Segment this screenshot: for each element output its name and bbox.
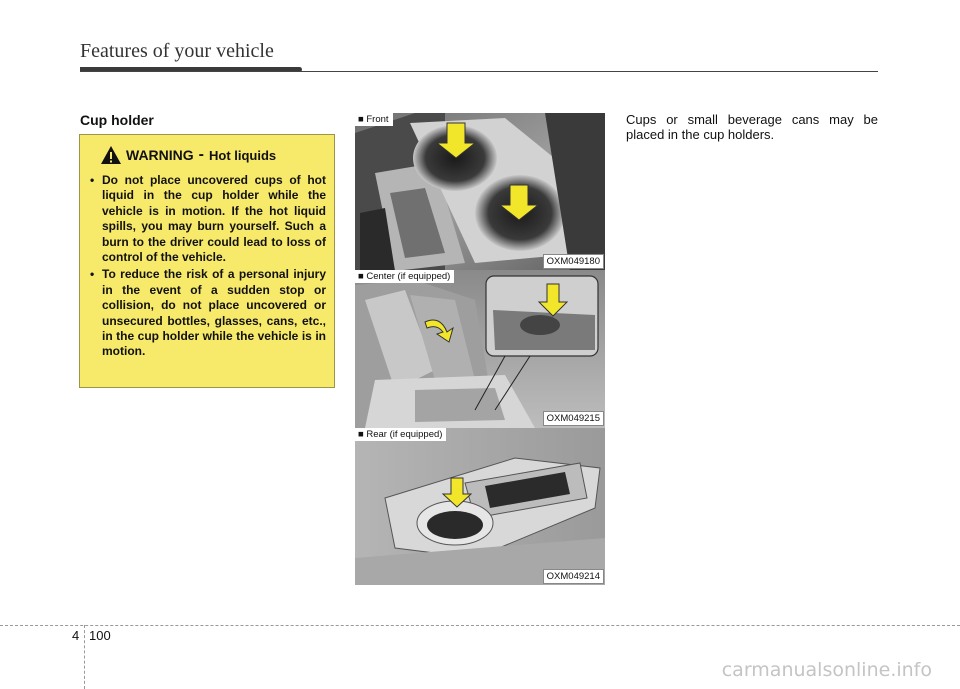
chapter-number: 4 — [72, 628, 80, 643]
watermark: carmanualsonline.info — [721, 659, 932, 681]
warning-list — [90, 173, 326, 362]
center-cupholder-image — [355, 270, 605, 428]
warning-bullet-text: To reduce the risk of a personal injury in the event of a sudden stop or collision, do not place uncovered or unsecured bottles, glasses, cans, etc., in the cup holder while the vehicle is in motion. — [102, 267, 326, 359]
figure-front — [355, 113, 605, 271]
page-number: 100 — [89, 628, 111, 643]
warning-bullet-text: Do not place uncovered cups of hot liquid in the cup holder while the vehicle is in motion. If the hot liquid spills, you may burn yourself. Such a burn to the driver could lead to loss of control of the vehicle. — [102, 173, 326, 265]
bullet-icon: • — [90, 173, 95, 187]
bullet-icon: • — [90, 267, 95, 282]
rear-cupholder-image — [355, 428, 605, 585]
body-text: Cups or small beverage cans may be placed in the cup holders. — [626, 112, 878, 142]
front-cupholder-image — [355, 113, 605, 271]
header-rule — [80, 71, 878, 72]
warning-title — [100, 145, 276, 165]
figure-rear — [355, 428, 605, 585]
figure-caption: ■ Rear (if equipped) — [355, 428, 446, 441]
figure-center — [355, 270, 605, 428]
warning-box — [79, 134, 335, 388]
warning-label: WARNING — [126, 147, 194, 163]
figure-code: OXM049215 — [543, 411, 604, 426]
section-title: Features of your vehicle — [80, 40, 274, 62]
figure-code: OXM049180 — [543, 254, 604, 269]
warning-triangle-icon — [100, 145, 122, 165]
warning-subtitle: Hot liquids — [209, 147, 277, 163]
figure-code: OXM049214 — [543, 569, 604, 584]
heading: Cup holder — [80, 112, 154, 128]
warning-bullet — [90, 173, 326, 265]
figure-caption: ■ Center (if equipped) — [355, 270, 454, 283]
warning-separator: - — [198, 146, 204, 163]
footer-divider — [84, 625, 85, 689]
warning-bullet — [90, 267, 326, 359]
figure-caption: ■ Front — [355, 113, 393, 126]
footer-rule — [0, 625, 960, 626]
